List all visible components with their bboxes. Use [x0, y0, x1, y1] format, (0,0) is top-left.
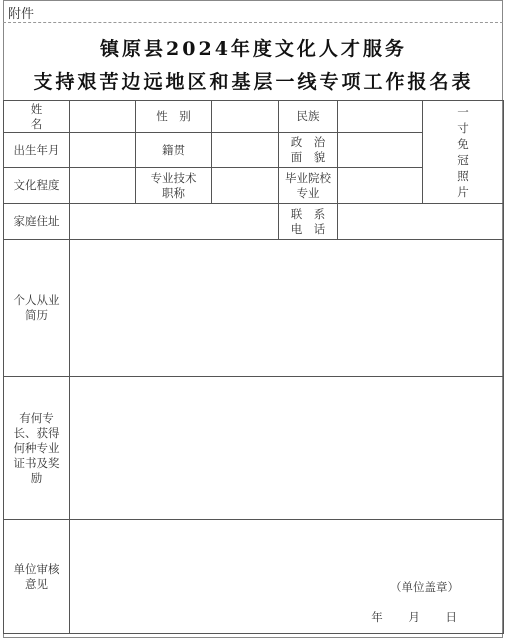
row-specialties — [4, 377, 504, 520]
political-status-label-text: 政 治 面 貌 — [290, 135, 337, 164]
title-rank-label-text: 专业技术职称 — [150, 170, 197, 200]
photo-label: 一寸免冠照片 — [457, 105, 469, 199]
political-status-label — [279, 133, 338, 168]
gender-label — [136, 101, 212, 133]
row-name — [4, 101, 504, 133]
specialties-field[interactable] — [70, 377, 504, 520]
native-place-label — [136, 133, 212, 168]
birth-label — [4, 133, 70, 168]
phone-field[interactable] — [338, 204, 504, 240]
title-rank-label — [136, 168, 212, 204]
graduated-school-label — [279, 168, 338, 204]
review-date-label: 年 月 日 — [371, 610, 457, 624]
attachment-label: 附件 — [8, 7, 35, 22]
education-label — [4, 168, 70, 204]
phone-label — [279, 204, 338, 240]
work-history-label — [4, 240, 70, 377]
phone-label-text: 联 系 电 话 — [290, 206, 337, 236]
graduated-school-field[interactable] — [338, 168, 423, 204]
photo-box[interactable] — [423, 101, 504, 204]
native-place-field[interactable] — [212, 133, 279, 168]
gender-label-text: 性 别 — [156, 109, 191, 123]
native-place-label-text: 籍贯 — [162, 142, 185, 157]
political-status-field[interactable] — [338, 133, 423, 168]
unit-review-field[interactable] — [70, 520, 504, 634]
specialties-label — [4, 377, 70, 520]
birth-label-text: 出生年月 — [13, 142, 60, 157]
graduated-school-label-text: 毕业院校专业 — [285, 170, 331, 200]
unit-review-label — [4, 520, 70, 634]
education-field[interactable] — [70, 168, 136, 204]
address-label — [4, 204, 70, 240]
address-field[interactable] — [70, 204, 279, 240]
work-history-label-text: 个人从业简历 — [13, 293, 60, 322]
ethnicity-label — [279, 101, 338, 133]
row-unit-review — [4, 520, 504, 634]
name-field[interactable] — [70, 101, 136, 133]
ethnicity-label-text: 民族 — [296, 109, 320, 123]
gender-field[interactable] — [212, 101, 279, 133]
row-work-history — [4, 240, 504, 377]
header-divider — [3, 22, 503, 23]
form-title-line2: 支持艰苦边远地区和基层一线专项工作报名表 — [33, 71, 474, 93]
row-address — [4, 204, 504, 240]
form-title-line1: 镇原县2024年度文化人才服务 — [100, 38, 407, 60]
work-history-field[interactable] — [70, 240, 504, 377]
address-label-text: 家庭住址 — [13, 214, 60, 228]
name-label-text: 姓 名 — [30, 101, 78, 131]
title-rank-field[interactable] — [212, 168, 279, 204]
name-label — [4, 101, 78, 133]
birth-field[interactable] — [70, 133, 136, 168]
registration-table — [3, 100, 504, 634]
unit-review-label-text: 单位审核意见 — [13, 561, 60, 591]
unit-seal-label: （单位盖章） — [390, 580, 459, 594]
education-label-text: 文化程度 — [13, 178, 60, 192]
ethnicity-field[interactable] — [338, 101, 423, 133]
specialties-label-text: 有何专长、获得何种专业证书及奖励 — [13, 410, 60, 485]
